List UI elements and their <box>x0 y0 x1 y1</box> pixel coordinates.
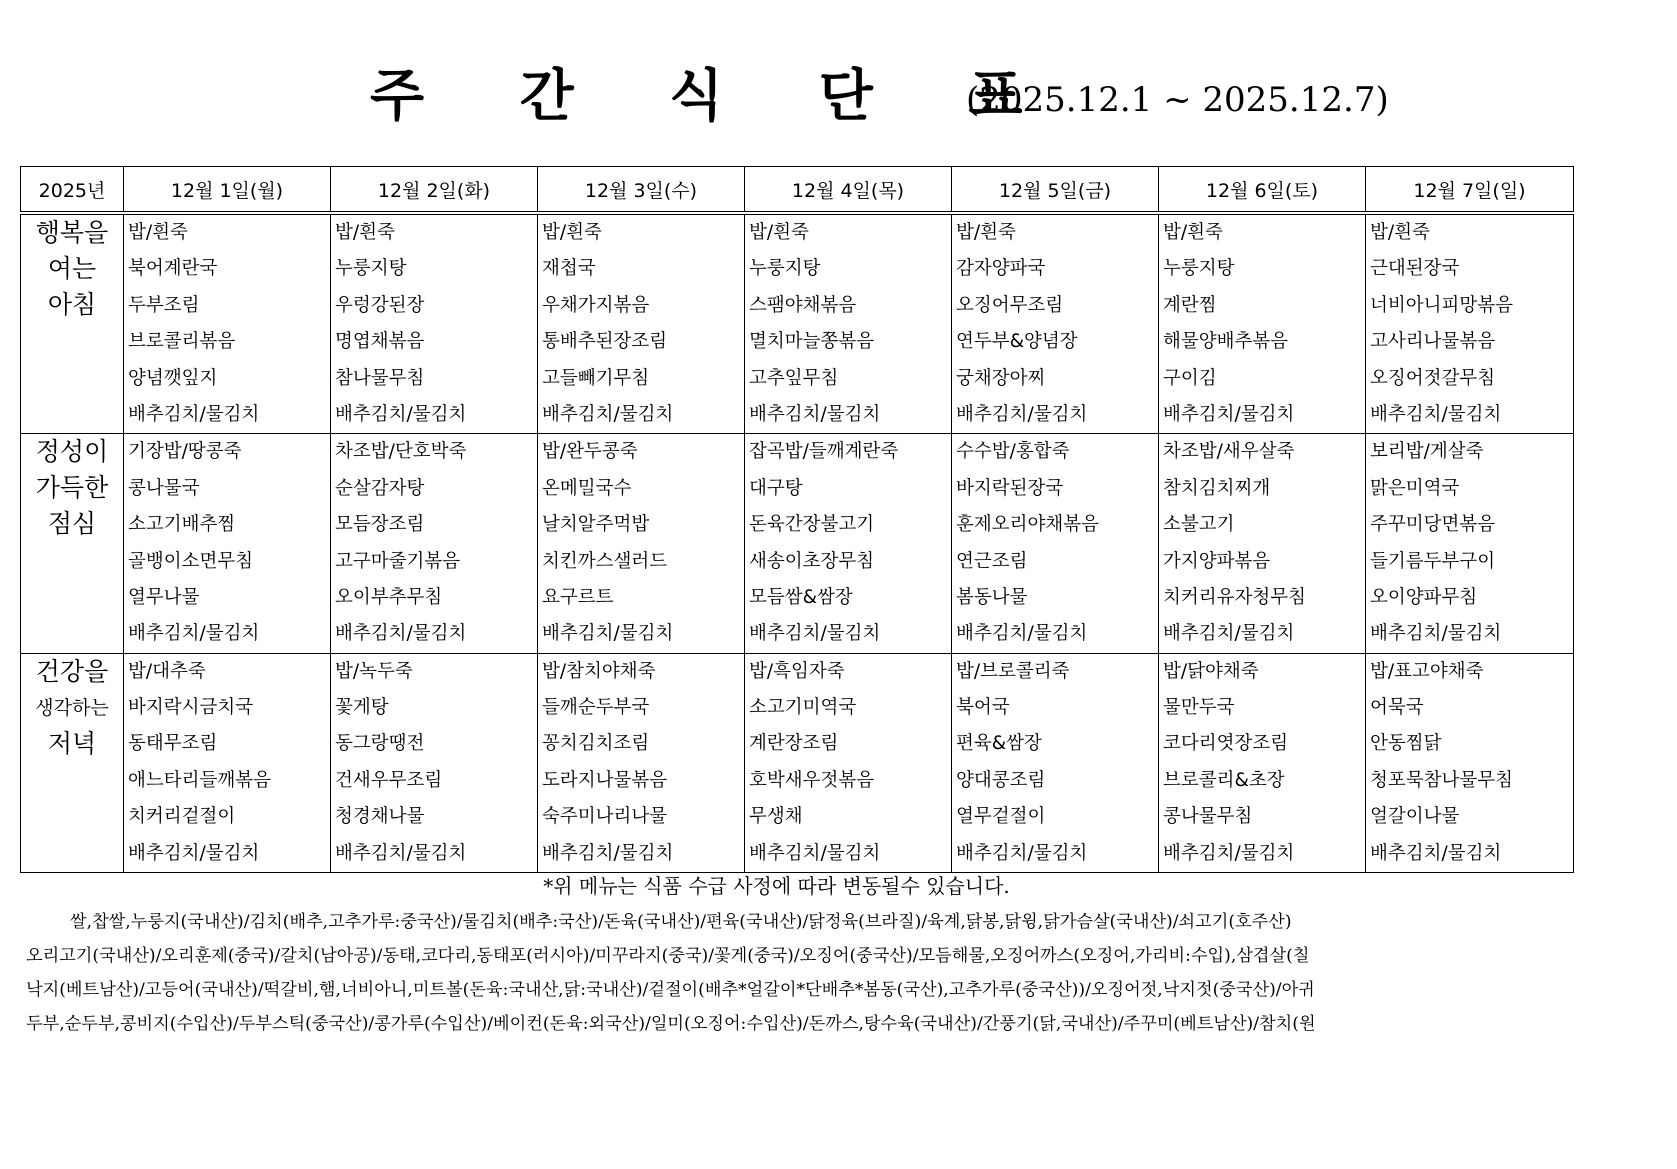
dish-item: 브로콜리&초장 <box>1163 769 1285 791</box>
dish-item: 애느타리들깨볶음 <box>128 769 271 791</box>
dish-item: 얼갈이나물 <box>1370 806 1460 828</box>
dish-item: 새송이초장무침 <box>749 550 875 572</box>
dish-item: 안동찜닭 <box>1370 733 1442 755</box>
dish-item: 우렁강된장 <box>335 294 425 316</box>
dish-item: 배추김치/물김치 <box>335 842 467 864</box>
dish-item: 밥/녹두죽 <box>335 660 413 682</box>
day-header: 12월 3일(수) <box>538 167 745 214</box>
dish-item: 배추김치/물김치 <box>1370 403 1502 425</box>
dish-item: 밥/흰죽 <box>749 222 809 243</box>
dish-item: 밥/닭야채죽 <box>1163 660 1259 682</box>
dish-item: 누룽지탕 <box>1163 258 1235 280</box>
day-header: 12월 6일(토) <box>1159 167 1366 214</box>
meal-label-line: 가득한 <box>35 473 109 503</box>
menu-cell <box>1159 653 1366 872</box>
dish-item: 배추김치/물김치 <box>335 403 467 425</box>
dish-item: 콩나물무침 <box>1163 806 1253 828</box>
dish-item: 스팸야채볶음 <box>749 294 857 316</box>
origin-line: 쌀,찹쌀,누룽지(국내산)/김치(배추,고추가루:중국산)/물김치(배추:국산)/돈육(국내산)/편육(국내산)/닭정육(브라질)/육계,닭봉,닭윙,닭가슴살(국내산)/쇠고기(호주산) <box>70 912 1292 932</box>
dish-item: 콩나물국 <box>128 477 200 499</box>
dish-item: 참치김치찌개 <box>1163 477 1271 499</box>
dish-item: 너비아니피망볶음 <box>1370 294 1513 316</box>
dish-item: 밥/흰죽 <box>128 222 188 243</box>
dish-item: 근대된장국 <box>1370 258 1460 280</box>
dish-item: 계란찜 <box>1163 294 1217 316</box>
dish-item: 돈육간장불고기 <box>749 514 875 536</box>
dish-item: 들깨순두부국 <box>542 697 650 719</box>
dish-item: 소고기미역국 <box>749 697 857 719</box>
menu-cell <box>745 434 952 653</box>
dish-item: 밥/완두콩죽 <box>542 441 638 463</box>
dish-item: 날치알주먹밥 <box>542 514 650 536</box>
dish-item: 고사리나물볶음 <box>1370 331 1496 353</box>
dish-item: 꽃게탕 <box>335 697 389 719</box>
dish-item: 연근조림 <box>956 550 1028 572</box>
dish-item: 주꾸미당면볶음 <box>1370 514 1496 536</box>
dish-item: 고구마줄기볶음 <box>335 550 461 572</box>
meal-label <box>21 653 124 872</box>
dish-item: 배추김치/물김치 <box>128 842 260 864</box>
dish-item: 차조밥/단호박죽 <box>335 441 467 463</box>
dish-item: 밥/참치야채죽 <box>542 660 656 682</box>
dish-item: 배추김치/물김치 <box>128 403 260 425</box>
dish-item: 꽁치김치조림 <box>542 733 650 755</box>
dish-item: 멸치마늘쫑볶음 <box>749 331 875 353</box>
dish-item: 밥/흑임자죽 <box>749 660 845 682</box>
dish-item: 바지락시금치국 <box>128 697 254 719</box>
origin-line: 낙지(베트남산)/고등어(국내산)/떡갈비,햄,너비아니,미트볼(돈육:국내산,닭:국내산)/겉절이(배추*얼갈이*단배추*봄동(국산),고추가루(중국산))/오징어젓,낙지젓(중국산)/아귀 <box>26 980 1315 1000</box>
meal-label <box>21 434 124 653</box>
dish-item: 모듬장조림 <box>335 514 425 536</box>
dish-item: 편육&쌈장 <box>956 733 1042 755</box>
meal-label-line: 행복을 <box>35 218 109 247</box>
menu-cell <box>331 213 538 434</box>
menu-change-notice: *위 메뉴는 식품 수급 사정에 따라 변동될수 있습니다. <box>543 874 1010 898</box>
dish-item: 누룽지탕 <box>749 258 821 280</box>
dish-item: 오이양파무침 <box>1370 586 1478 608</box>
dish-item: 숙주미나리나물 <box>542 806 668 828</box>
dish-item: 온메밀국수 <box>542 477 632 499</box>
dish-item: 배추김치/물김치 <box>956 623 1088 645</box>
dish-item: 감자양파국 <box>956 258 1046 280</box>
dish-item: 배추김치/물김치 <box>1370 623 1502 645</box>
year-header: 2025년 <box>21 167 124 214</box>
day-header: 12월 5일(금) <box>952 167 1159 214</box>
dish-item: 도라지나물볶음 <box>542 769 668 791</box>
dish-item: 밥/브로콜리죽 <box>956 660 1070 682</box>
menu-cell <box>124 213 331 434</box>
dish-item: 재첩국 <box>542 258 596 280</box>
dish-item: 우채가지볶음 <box>542 294 650 316</box>
meal-label-line: 건강을 <box>35 656 109 686</box>
dish-item: 고추잎무침 <box>749 367 839 389</box>
dish-item: 해물양배추볶음 <box>1163 331 1289 353</box>
dish-item: 건새우무조림 <box>335 769 443 791</box>
menu-cell <box>331 653 538 872</box>
dish-item: 밥/흰죽 <box>335 222 395 243</box>
origin-line: 두부,순두부,콩비지(수입산)/두부스틱(중국산)/콩가루(수입산)/베이컨(돈육:외국산)/일미(오징어:수입산)/돈까스,탕수육(국내산)/간풍기(닭,국내산)/주꾸미(베트남산)/참치(원 <box>26 1014 1316 1034</box>
meal-label-line: 여는 <box>47 254 97 283</box>
dish-item: 통배추된장조림 <box>542 331 668 353</box>
menu-cell <box>952 653 1159 872</box>
dish-item: 동그랑땡전 <box>335 733 425 755</box>
header-row <box>21 167 1574 214</box>
dish-item: 오징어무조림 <box>956 294 1064 316</box>
dish-item: 맑은미역국 <box>1370 477 1460 499</box>
dish-item: 훈제오리야채볶음 <box>956 514 1099 536</box>
dish-item: 보리밥/게살죽 <box>1370 441 1484 463</box>
dish-item: 배추김치/물김치 <box>749 842 881 864</box>
dish-item: 봄동나물 <box>956 586 1028 608</box>
dish-item: 치킨까스샐러드 <box>542 550 668 572</box>
dish-item: 배추김치/물김치 <box>542 403 674 425</box>
dish-item: 가지양파볶음 <box>1163 550 1271 572</box>
dish-item: 배추김치/물김치 <box>1370 842 1502 864</box>
dish-item: 배추김치/물김치 <box>542 842 674 864</box>
dish-item: 밥/흰죽 <box>1370 222 1430 243</box>
dish-item: 연두부&양념장 <box>956 331 1078 353</box>
menu-cell <box>745 213 952 434</box>
day-header: 12월 7일(일) <box>1366 167 1574 214</box>
dish-item: 배추김치/물김치 <box>128 623 260 645</box>
dish-item: 들기름두부구이 <box>1370 550 1496 572</box>
menu-cell <box>952 434 1159 653</box>
dish-item: 배추김치/물김치 <box>542 623 674 645</box>
dish-item: 열무나물 <box>128 586 200 608</box>
meal-label-line: 정성이 <box>35 437 109 467</box>
menu-period: (2025.12.1 ~ 2025.12.7) <box>966 80 1389 120</box>
dish-item: 계란장조림 <box>749 733 839 755</box>
dish-item: 브로콜리볶음 <box>128 331 236 353</box>
dish-item: 치커리유자청무침 <box>1163 586 1306 608</box>
menu-cell <box>745 653 952 872</box>
origin-line: 오리고기(국내산)/오리훈제(중국)/갈치(남아공)/동태,코다리,동태포(러시아)/미꾸라지(중국)/꽃게(중국)/오징어(중국산)/모듬해물,오징어까스(오징어,가리비:수입),삼겹살(칠 <box>26 946 1310 966</box>
dish-item: 북어계란국 <box>128 258 218 280</box>
dish-item: 밥/흰죽 <box>956 222 1016 243</box>
dish-item: 소불고기 <box>1163 514 1235 536</box>
meal-label-line: 저녁 <box>47 728 97 758</box>
meal-label-line: 점심 <box>47 509 97 539</box>
dish-item: 밥/흰죽 <box>542 222 602 243</box>
menu-cell <box>124 434 331 653</box>
dish-item: 코다리엿장조림 <box>1163 733 1289 755</box>
dish-item: 배추김치/물김치 <box>1163 403 1295 425</box>
menu-cell <box>1366 434 1574 653</box>
dish-item: 무생채 <box>749 806 803 828</box>
dish-item: 배추김치/물김치 <box>749 403 881 425</box>
dish-item: 청포묵참나물무침 <box>1370 769 1513 791</box>
dish-item: 누룽지탕 <box>335 258 407 280</box>
meal-row <box>21 653 1574 872</box>
dish-item: 소고기배추찜 <box>128 514 236 536</box>
page-title: 주 간 식 단 표 <box>370 63 1061 129</box>
dish-item: 밥/표고야채죽 <box>1370 660 1484 682</box>
menu-cell <box>952 213 1159 434</box>
dish-item: 동태무조림 <box>128 733 218 755</box>
dish-item: 배추김치/물김치 <box>1163 842 1295 864</box>
dish-item: 오이부추무침 <box>335 586 443 608</box>
menu-cell <box>1159 213 1366 434</box>
meal-label-line: 생각하는 <box>35 696 109 719</box>
dish-item: 양대콩조림 <box>956 769 1046 791</box>
meal-row <box>21 434 1574 653</box>
dish-item: 요구르트 <box>542 586 614 608</box>
dish-item: 배추김치/물김치 <box>335 623 467 645</box>
day-header: 12월 4일(목) <box>745 167 952 214</box>
weekly-menu-table <box>20 166 1574 873</box>
dish-item: 어묵국 <box>1370 697 1424 719</box>
dish-item: 밥/대추죽 <box>128 660 206 682</box>
menu-cell <box>331 434 538 653</box>
dish-item: 양념깻잎지 <box>128 367 218 389</box>
dish-item: 대구탕 <box>749 477 803 499</box>
menu-cell <box>124 653 331 872</box>
day-header: 12월 2일(화) <box>331 167 538 214</box>
dish-item: 골뱅이소면무침 <box>128 550 254 572</box>
dish-item: 청경채나물 <box>335 806 425 828</box>
dish-item: 치커리겉절이 <box>128 806 236 828</box>
dish-item: 궁채장아찌 <box>956 367 1046 389</box>
dish-item: 오징어젓갈무침 <box>1370 367 1496 389</box>
dish-item: 바지락된장국 <box>956 477 1064 499</box>
dish-item: 배추김치/물김치 <box>749 623 881 645</box>
dish-item: 배추김치/물김치 <box>956 403 1088 425</box>
dish-item: 명엽채볶음 <box>335 331 425 353</box>
dish-item: 모듬쌈&쌈장 <box>749 586 853 608</box>
menu-cell <box>538 434 745 653</box>
dish-item: 차조밥/새우살죽 <box>1163 441 1295 463</box>
menu-cell <box>1366 653 1574 872</box>
dish-item: 배추김치/물김치 <box>956 842 1088 864</box>
dish-item: 수수밥/홍합죽 <box>956 441 1070 463</box>
dish-item: 잡곡밥/들깨계란죽 <box>749 441 899 463</box>
dish-item: 물만두국 <box>1163 697 1235 719</box>
dish-item: 북어국 <box>956 697 1010 719</box>
origin-info <box>26 905 1546 1041</box>
dish-item: 구이김 <box>1163 367 1217 389</box>
menu-cell <box>538 213 745 434</box>
day-header: 12월 1일(월) <box>124 167 331 214</box>
menu-cell <box>1159 434 1366 653</box>
dish-item: 호박새우젓볶음 <box>749 769 875 791</box>
dish-item: 밥/흰죽 <box>1163 222 1223 243</box>
dish-item: 기장밥/땅콩죽 <box>128 441 242 463</box>
dish-item: 순살감자탕 <box>335 477 425 499</box>
dish-item: 두부조림 <box>128 294 200 316</box>
menu-cell <box>538 653 745 872</box>
dish-item: 열무겉절이 <box>956 806 1046 828</box>
menu-cell <box>1366 213 1574 434</box>
dish-item: 고들빼기무침 <box>542 367 650 389</box>
dish-item: 참나물무침 <box>335 367 425 389</box>
dish-item: 배추김치/물김치 <box>1163 623 1295 645</box>
meal-row <box>21 213 1574 434</box>
meal-label <box>21 213 124 434</box>
meal-label-line: 아침 <box>47 290 97 319</box>
